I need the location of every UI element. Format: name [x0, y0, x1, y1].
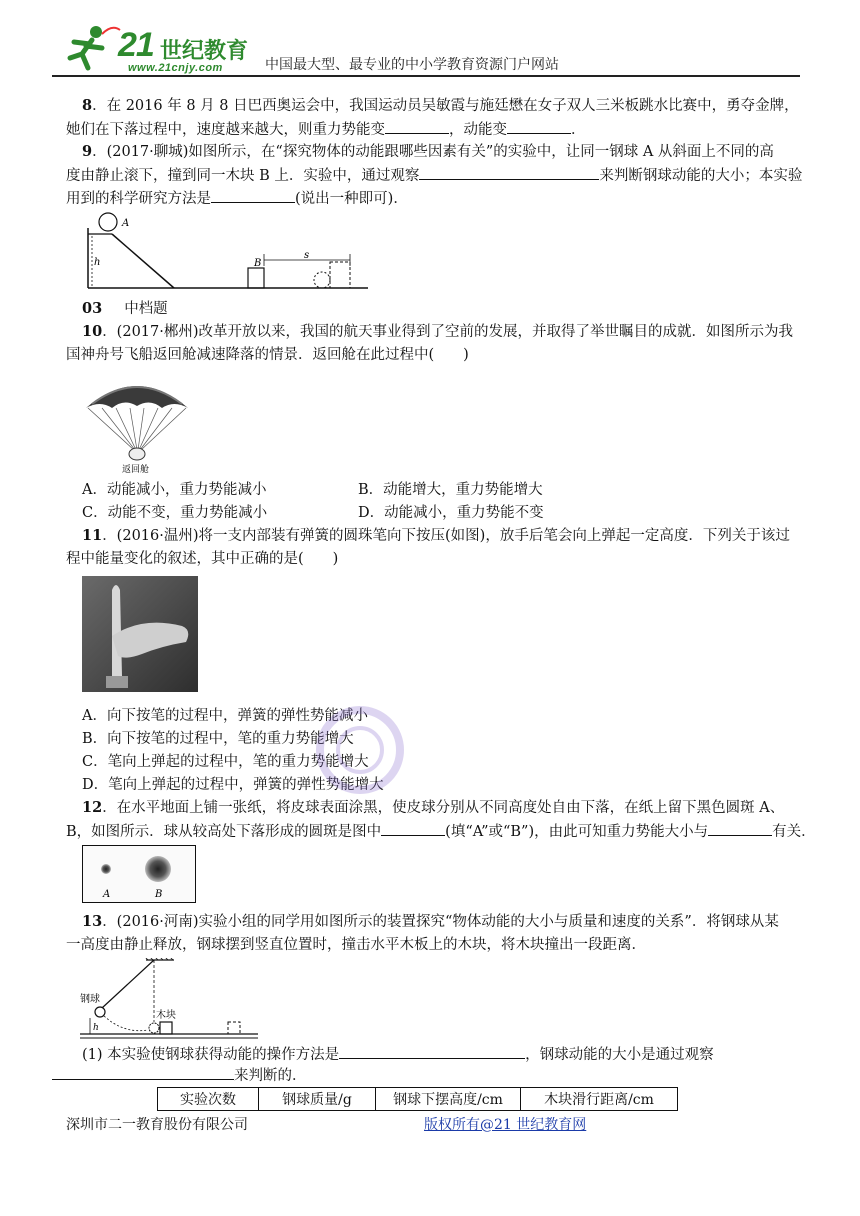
question-text: 度由静止滚下，撞到同一木块 B 上．实验中，通过观察	[66, 168, 420, 184]
logo-number: 21	[118, 26, 154, 64]
footer-company: 深圳市二一教育股份有限公司	[66, 1117, 248, 1133]
answer-blank[interactable]	[381, 820, 445, 836]
question-text: (1) 本实验使钢球获得动能的操作方法是	[82, 1047, 340, 1063]
question-number: 10	[82, 323, 103, 340]
option-a[interactable]: A．动能减小，重力势能减小	[82, 482, 267, 498]
option-c[interactable]: C．动能不变，重力势能减小	[82, 505, 268, 521]
figure-label-b: B	[254, 258, 262, 269]
figure-label-a: A	[103, 889, 111, 900]
question-text: ．在水平地面上铺一张纸，将皮球表面涂黑，使皮球分别从不同高度处自由下落，在纸上留下黑色圆斑 A、	[102, 800, 785, 816]
figure-label-block: 木块	[156, 1010, 176, 1021]
question-text: ．(2016·温州)将一支内部装有弹簧的圆珠笔向下按压(如图)，放手后笔会向上弹起一定高度．下列关于该过	[102, 528, 790, 544]
question-text: B，如图所示．球从较高处下落形成的圆斑是图中	[66, 824, 382, 840]
question-text: 用到的科学研究方法是	[66, 191, 211, 207]
question-text: ．(2016·河南)实验小组的同学用如图所示的装置探究“物体动能的大小与质量和速度的关系”．将钢球从某	[102, 914, 779, 930]
option-a[interactable]: A．向下按笔的过程中，弹簧的弹性势能减小	[82, 708, 368, 724]
spots-figure	[82, 845, 196, 903]
table-header-cell: 钢球下摆高度/cm	[376, 1088, 521, 1111]
answer-blank[interactable]	[419, 164, 599, 180]
incline-figure	[82, 210, 372, 294]
question-text: ．(2017·郴州)改革开放以来，我国的航天事业得到了空前的发展，并取得了举世瞩目的成就．如图所示为我	[102, 324, 794, 340]
pen-photo	[82, 576, 198, 692]
figure-label-h: h	[93, 1023, 99, 1033]
header-slogan: 中国最大型、最专业的中小学教育资源门户网站	[265, 57, 559, 73]
question-text: 程中能量变化的叙述，其中正确的是( )	[66, 551, 339, 567]
option-d[interactable]: D．动能减小，重力势能不变	[358, 505, 544, 521]
option-b[interactable]: B．动能增大，重力势能增大	[358, 482, 543, 498]
pendulum-figure	[80, 958, 260, 1040]
question-text: (填“A”或“B”)，由此可知重力势能大小与	[445, 824, 709, 840]
experiment-table	[157, 1087, 678, 1111]
question-text: 国神舟号飞船返回舱减速降落的情景．返回舱在此过程中( )	[66, 347, 469, 363]
question-text: ．在 2016 年 8 月 8 日巴西奥运会中，我国运动员吴敏霞与施廷懋在女子双人三米板跳水比赛中，勇夺金牌，	[92, 98, 799, 114]
figure-label-ball: 钢球	[80, 994, 100, 1005]
answer-blank[interactable]	[339, 1043, 525, 1059]
question-number: 8	[82, 97, 93, 114]
table-header-cell: 钢球质量/g	[259, 1088, 376, 1111]
question-number: 11	[82, 527, 103, 544]
logo-url: www.21cnjy.com	[128, 62, 223, 74]
footer-copyright-link[interactable]: 版权所有@21 世纪教育网	[424, 1117, 587, 1133]
question-text: ，动能变	[449, 122, 507, 138]
section-heading	[82, 298, 168, 320]
figure-label-b: B	[155, 889, 163, 900]
question-number: 12	[82, 799, 103, 816]
question-text: 来判断钢球动能的大小；本实验	[599, 168, 803, 184]
question-text: 她们在下落过程中，速度越来越大，则重力势能变	[66, 122, 385, 138]
answer-blank[interactable]	[708, 820, 772, 836]
question-text: (说出一种即可)．	[295, 191, 408, 207]
section-number: 03	[82, 300, 103, 317]
answer-blank[interactable]	[52, 1064, 234, 1080]
section-title: 中档题	[124, 301, 168, 317]
question-text: ．	[571, 122, 586, 138]
figure-label-s: s	[304, 250, 310, 261]
header-rule	[52, 75, 800, 77]
question-text: 有关．	[772, 824, 816, 840]
question-text: 一高度由静止释放，钢球摆到竖直位置时，撞击水平木板上的木块，将木块撞出一段距离．	[66, 937, 646, 953]
table-header-cell: 木块滑行距离/cm	[521, 1088, 678, 1111]
question-text: ，钢球动能的大小是通过观察	[525, 1047, 714, 1063]
question-text: 来判断的．	[234, 1068, 307, 1084]
parachute-image	[82, 368, 192, 478]
logo-text: 世纪教育	[160, 39, 249, 64]
answer-blank[interactable]	[385, 118, 449, 134]
table-header-cell: 实验次数	[158, 1088, 259, 1111]
watermark-logo-icon	[250, 700, 470, 800]
answer-blank[interactable]	[211, 187, 295, 203]
option-b[interactable]: B．向下按笔的过程中，笔的重力势能增大	[82, 731, 354, 747]
figure-label-h: h	[94, 257, 101, 268]
table-header-row	[158, 1088, 678, 1111]
option-c[interactable]: C．笔向上弹起的过程中，笔的重力势能增大	[82, 754, 369, 770]
figure-caption: 返回舱	[122, 465, 150, 475]
answer-blank[interactable]	[507, 118, 571, 134]
question-number: 13	[82, 913, 103, 930]
question-number: 9	[82, 143, 93, 160]
runner-logo-icon	[52, 24, 122, 74]
figure-label-a: A	[122, 218, 130, 229]
option-d[interactable]: D．笔向上弹起的过程中，弹簧的弹性势能增大	[82, 777, 384, 793]
question-text: ．(2017·聊城)如图所示，在“探究物体的动能跟哪些因素有关”的实验中，让同一钢球 A 从斜面上不同的高	[92, 144, 774, 160]
